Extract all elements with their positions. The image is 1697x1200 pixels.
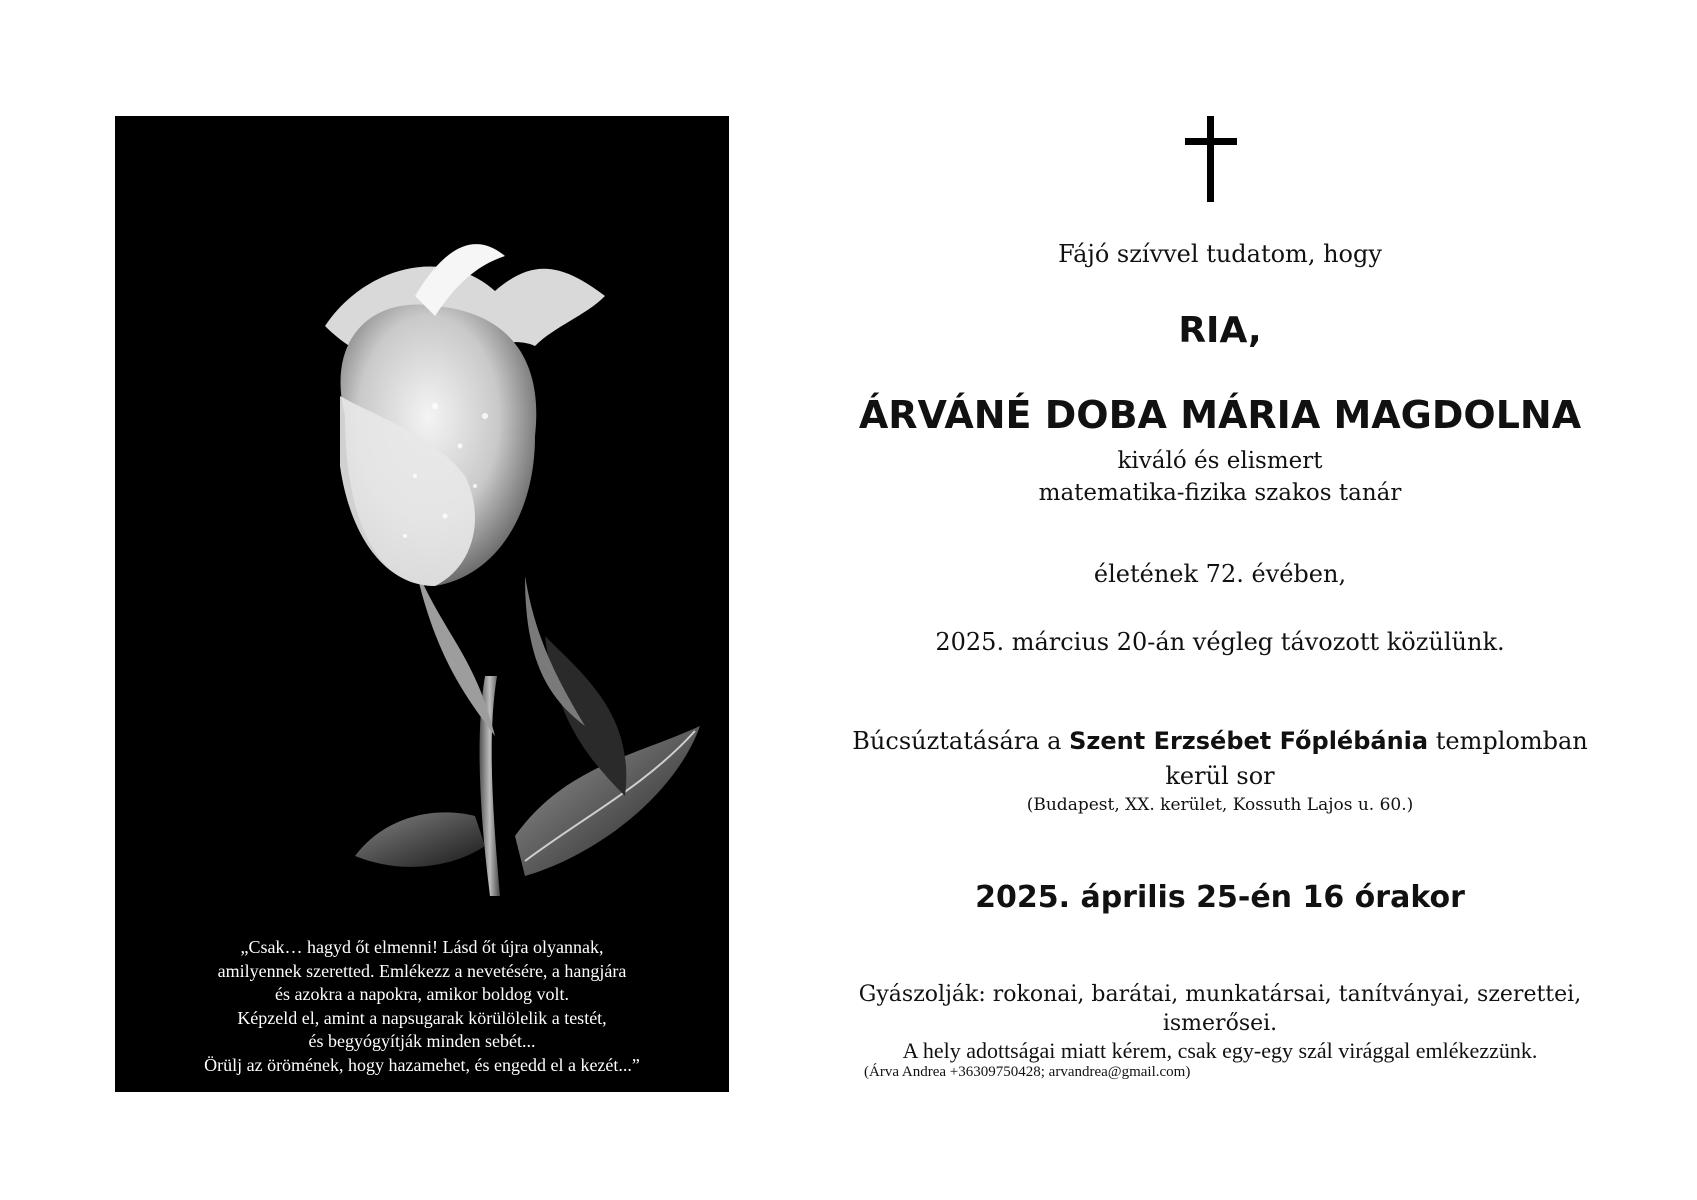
rose-photo [115, 116, 729, 1092]
funeral-date: 2025. április 25-én 16 órakor [975, 880, 1465, 915]
mourners-line-1: Gyászolják: rokonai, barátai, munkatársai, tanítványai, szerettei, [858, 982, 1582, 1007]
death-text: 2025. március 20-án végleg távozott közülünk. [935, 628, 1505, 656]
quote-line: „Csak… hagyd őt elmenni! Lásd őt újra olyannak, [240, 937, 604, 957]
memorial-quote [125, 936, 719, 1077]
funeral-suffix: templomban [1435, 727, 1588, 755]
quote-line: Képzeld el, amint a napsugarak körülölelik a testét, [237, 1007, 607, 1028]
funeral-prefix: Búcsúztatására a [852, 727, 1062, 755]
full-name: ÁRVÁNÉ DOBA MÁRIA MAGDOLNA [858, 393, 1582, 437]
quote-line: amilyennek szeretted. Emlékezz a nevetésére, a hangjára [217, 960, 627, 981]
quote-line: és azokra a napokra, amikor boldog volt. [275, 984, 569, 1004]
quote-line: Örülj az örömének, hogy hazamehet, és engedd el a kezét...” [204, 1054, 640, 1075]
title-line-2: matematika-fizika szakos tanár [1038, 480, 1402, 506]
contact-info: (Árva Andrea +36309750428; arvandrea@gmail.com) [864, 1064, 1191, 1080]
title-line-1: kiváló és elismert [1117, 448, 1323, 474]
mourners-line-2: ismerősei. [1162, 1011, 1278, 1036]
funeral-location [830, 727, 1610, 755]
intro-text: Fájó szívvel tudatom, hogy [1058, 240, 1382, 268]
quote-line: és begyógyítják minden sebét... [308, 1031, 536, 1051]
funeral-line-2: kerül sor [1165, 762, 1275, 790]
age-text: életének 72. évében, [1093, 560, 1347, 588]
latin-cross-icon [1181, 116, 1241, 202]
nickname: RIA, [1178, 310, 1262, 351]
church-address: (Budapest, XX. kerület, Kossuth Lajos u. 60.) [1026, 795, 1414, 815]
church-name: Szent Erzsébet Főplébánia [1069, 727, 1429, 755]
flowers-request: A hely adottságai miatt kérem, csak egy-egy szál virággal emlékezzünk. [902, 1038, 1538, 1063]
